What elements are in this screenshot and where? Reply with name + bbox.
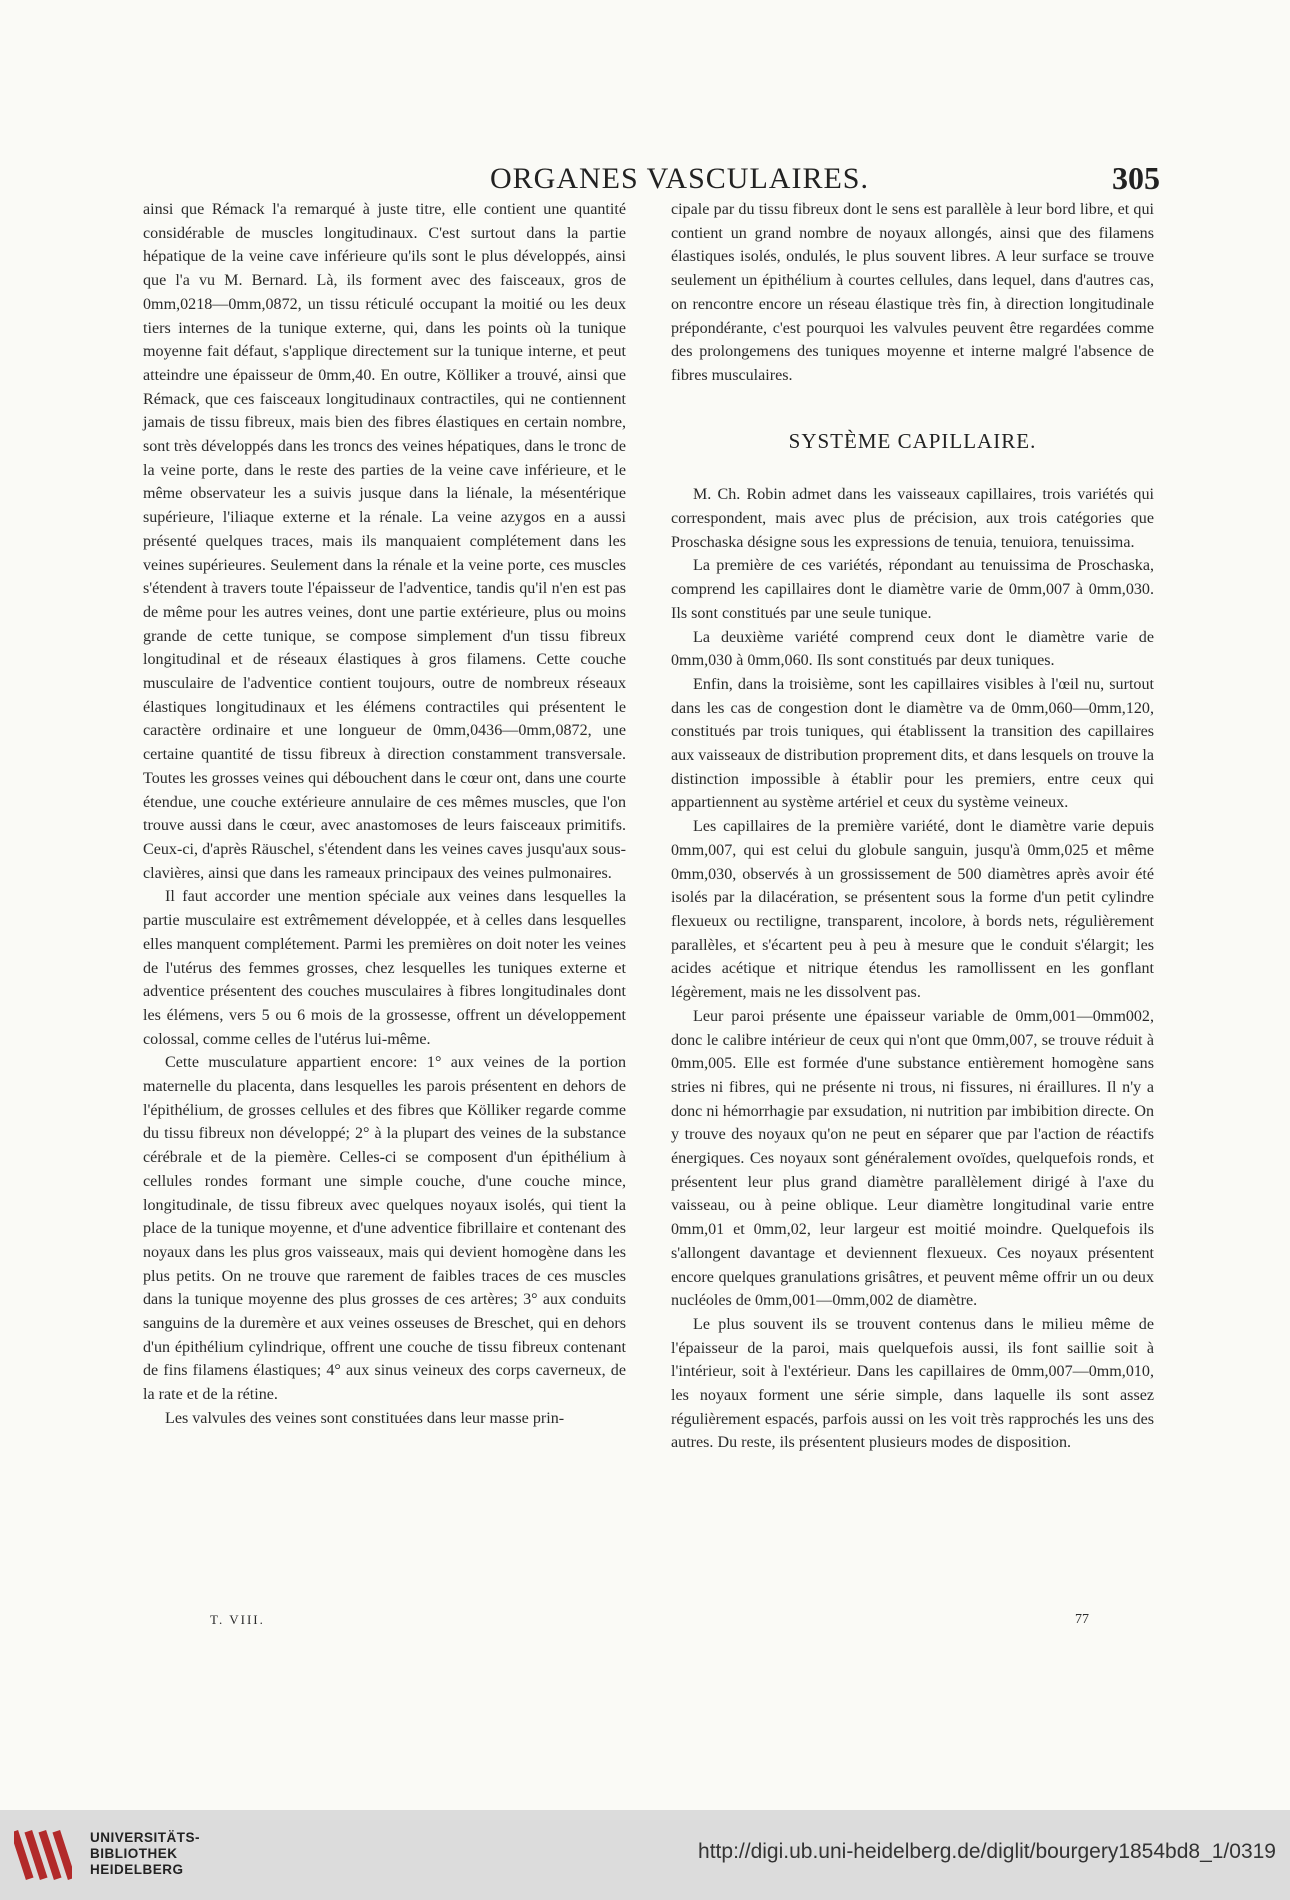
paragraph: Il faut accorder une mention spéciale aux veines dans lesquelles la partie musculaire est extrêmement développée, et à celles dans lesquelles elles manquent complétement. Parmi les premières on doit noter les veines de l'utérus des femmes grosses, chez lesquelles les tuniques externe et adventice présentent des couches musculaires à fibres longitudinales dont les élémens, vers 5 ou 6 mois de la grossesse, offrent un développement colossal, comme celles de l'utérus lui-même. [143, 888, 626, 1048]
paragraph: ainsi que Rémack l'a remarqué à juste titre, elle contient une quantité considérable de muscles longitudinaux. C'est surtout dans la partie hépatique de la veine cave inférieure qu'ils sont le plus développés, ainsi que l'a vu M. Bernard. Là, ils forment avec des faisceaux, gros de 0mm,0218—0mm,0872, un tissu réticulé occupant la moitié ou les deux tiers internes de la tunique externe, qui, dans les points où la tunique moyenne fait défaut, s'applique directement sur la tunique interne, et peut atteindre une épaisseur de 0mm,40. En outre, Kölliker a trouvé, ainsi que Rémack, que ces faisceaux longitudinaux contractiles, qui ne contiennent jamais de tissu fibreux, mais bien des fibres élastiques en certain nombre, sont très développés dans les troncs des veines hépatiques, dans le tronc de la veine porte, dans le reste des parties de la veine cave inférieure, et le même observateur les a suivis jusque dans la liénale, la mésentérique supérieure, l'iliaque externe et la rénale. La veine azygos en a aussi présenté quelques traces, mais ils manquaient complétement dans les veines supérieures. Seulement dans la rénale et la veine porte, ces muscles s'étendent à travers toute l'épaisseur de l'adventice, tandis qu'il n'en est pas de même pour les autres veines, dont une partie extérieure, plus ou moins grande de cette tunique, se compose simplement d'un tissu fibreux longitudinal et de réseaux élastiques à gros filamens. Cette couche musculaire de l'adventice contient toujours, outre de nombreux réseaux élastiques longitudinaux et les élémens contractiles qui présentent le caractère ordinaire et une longueur de 0mm,0436—0mm,0872, une certaine quantité de tissu fibreux à direction constamment transversale. Toutes les grosses veines qui débouchent dans le cœur ont, dans une courte étendue, une couche extérieure annulaire de ces mêmes muscles, que l'on trouve aussi dans le cœur, avec anastomoses de leurs faisceaux primitifs. Ceux-ci, d'après Räuschel, s'étendent dans les veines caves jusqu'aux sous-clavières, ainsi que dans les rameaux principaux des veines pulmonaires. [143, 201, 626, 882]
paragraph: M. Ch. Robin admet dans les vaisseaux capillaires, trois variétés qui correspondent, mais avec plus de précision, aux trois catégories que Proschaska désigne sous les expressions de tenuia, tenuiora, tenuissima. [671, 486, 1154, 551]
source-url-link[interactable]: http://digi.ub.uni-heidelberg.de/diglit/bourgery1854bd8_1/0319 [698, 1840, 1276, 1863]
paragraph: cipale par du tissu fibreux dont le sens est parallèle à leur bord libre, et qui contient un grand nombre de noyaux allongés, ainsi que des filamens élastiques isolés, ondulés, le plus souvent libres. A leur surface se trouve seulement un épithélium à courtes cellules, dans lequel, dans d'autres cas, on rencontre encore un réseau élastique très fin, à direction longitudinale prépondérante, c'est pourquoi les valvules peuvent être regardées comme des prolongemens des tuniques moyenne et interne malgré l'absence de fibres musculaires. [671, 201, 1154, 384]
right-column [671, 198, 1154, 1455]
signature-mark: 77 [1075, 1612, 1089, 1627]
running-title: ORGANES VASCULAIRES. [490, 162, 869, 195]
paragraph: Le plus souvent ils se trouvent contenus dans le milieu même de l'épaisseur de la paroi, mais quelquefois aussi, ils font saillie soit à l'intérieur, soit à l'extérieur. Dans les capillaires de 0mm,007—0mm,010, les noyaux forment une série simple, dans laquelle ils sont assez régulièrement espacés, parfois aussi on les voit très rapprochés les uns des autres. Du reste, ils présentent plusieurs modes de disposition. [671, 1315, 1154, 1452]
library-name-line: UNIVERSITÄTS- [90, 1830, 201, 1845]
section-title: SYSTÈME CAPILLAIRE. [788, 428, 1037, 453]
library-name-line: BIBLIOTHEK [90, 1846, 178, 1861]
library-footer-bar [0, 1810, 1290, 1900]
paragraph: Les valvules des veines sont constituées dans leur masse prin- [165, 1409, 565, 1427]
paragraph: La deuxième variété comprend ceux dont le diamètre varie de 0mm,030 à 0mm,060. Ils sont constitués par deux tuniques. [671, 628, 1154, 670]
paragraph: Enfin, dans la troisième, sont les capillaires visibles à l'œil nu, surtout dans les cas de congestion dont le diamètre va de 0mm,060—0mm,120, constitués par trois tuniques, qui établissent la transition des capillaires aux vaisseaux de distribution proprement dits, et dans lesquels on trouve la distinction impossible à établir pour les premiers, entre ceux qui appartiennent au système artériel et ceux du système veineux. [671, 675, 1154, 812]
library-name [90, 1830, 200, 1878]
left-column [143, 198, 626, 1431]
library-name-line: HEIDELBERG [90, 1862, 184, 1877]
paragraph: Les capillaires de la première variété, dont le diamètre varie depuis 0mm,007, qui est celui du globule sanguin, jusqu'à 0mm,025 et même 0mm,030, observés à un grossissement de 500 diamètres après avoir été isolés par la dilacération, se présentent sous la forme d'un petit cylindre flexueux ou rectiligne, transparent, incolore, à bords nets, régulièrement parallèles, et s'écartent peu à peu à mesure que le conduit s'élargit; les acides acétique et nitrique étendus les ramollissent en les gonflant légèrement, mais ne les dissolvent pas. [671, 818, 1154, 1002]
university-library-logo-icon [14, 1824, 72, 1886]
paragraph: Leur paroi présente une épaisseur variable de 0mm,001—0mm002, donc le calibre intérieur de ceux qui n'ont que 0mm,007, se trouve réduit à 0mm,005. Elle est formée d'une substance entièrement homogène sans stries ni fibres, qui ne présente ni trous, ni fissures, ni éraillures. Il n'y a donc ni hémorrhagie par exsudation, ni nutrition par imbibition directe. On y trouve des noyaux qu'on ne peut en séparer que par l'action de réactifs énergiques. Ces noyaux sont généralement ovoïdes, quelquefois ronds, et présentent leur plus grand diamètre parallèlement dirigé à l'axe du vaisseau, ou à peine oblique. Leur diamètre longitudinal varie entre 0mm,01 et 0mm,02, leur largeur est moitié moindre. Quelquefois ils s'allongent davantage et deviennent flexueux. Ces noyaux présentent encore quelques granulations grisâtres, et peuvent même offrir un ou deux nucléoles de 0mm,001—0mm,002 de diamètre. [671, 1007, 1154, 1310]
paragraph: Cette musculature appartient encore: 1° aux veines de la portion maternelle du placenta, dans lesquelles les parois présentent en dehors de l'épithélium, de grosses cellules et des fibres que Kölliker regarde comme du tissu fibreux non développé; 2° à la plupart des veines de la substance cérébrale et de la piemère. Celles-ci se composent d'un épithélium à cellules rondes formant une simple couche, d'une couche mince, longitudinale, de tissu fibreux avec quelques noyaux isolés, qui tient la place de la tunique moyenne, et d'une adventice fibrillaire et contenant des noyaux dans les plus gros vaisseaux, mais qui devient homogène dans les plus petits. On ne trouve que rarement de faibles traces de ces muscles dans la tunique moyenne des plus grosses de ces artères; 3° aux conduits sanguins de la duremère et aux veines osseuses de Breschet, qui en dehors d'un épithélium cylindrique, offrent une couche de tissu fibreux contenant de fins filamens élastiques; 4° aux sinus veineux des corps caverneux, de la rate et de la rétine. [143, 1054, 626, 1404]
page-number: 305 [1112, 160, 1160, 196]
volume-mark: T. VIII. [210, 1612, 265, 1627]
paragraph: La première de ces variétés, répondant au tenuissima de Proschaska, comprend les capillaires dont le diamètre varie de 0mm,007 à 0mm,030. Ils sont constitués par une seule tunique. [671, 557, 1154, 622]
